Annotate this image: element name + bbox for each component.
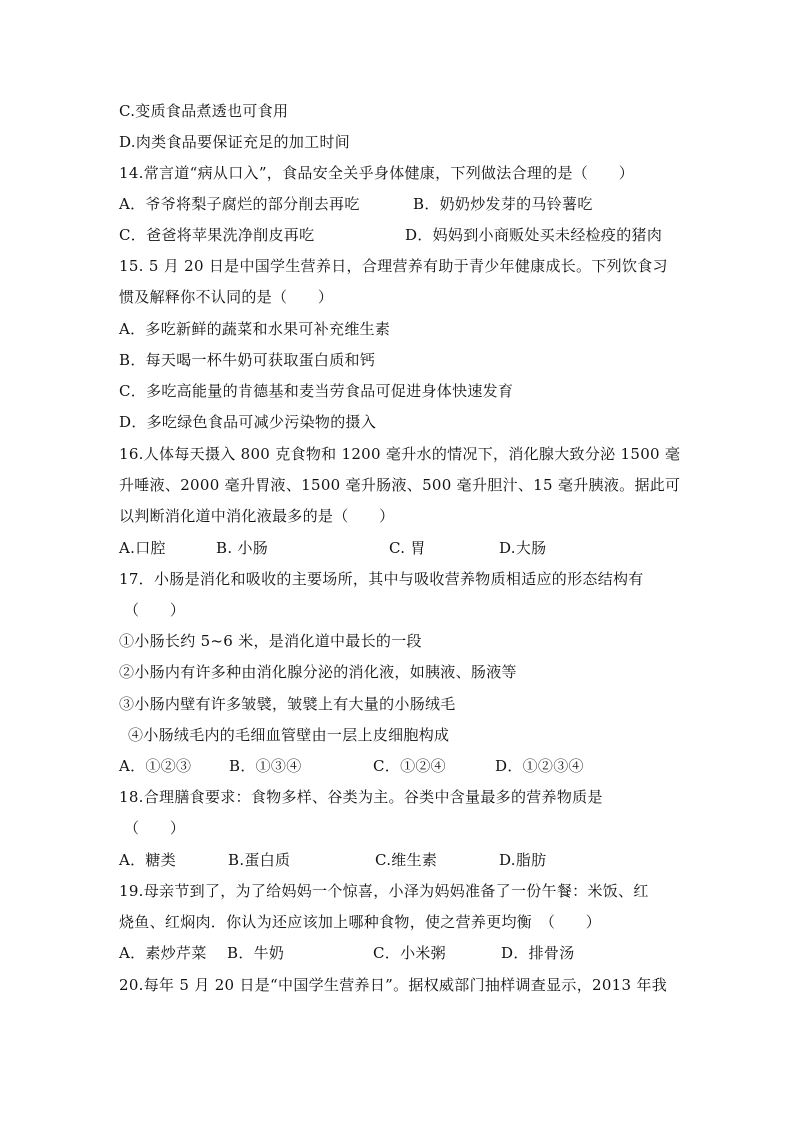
q17-stem-line2: （ ） [124,601,186,619]
q18-stem-line1: 18.合理膳食要求：食物多样、谷类为主。谷类中含量最多的营养物质是 [119,788,603,806]
q16-stem-line2: 升唾液、2000 毫升胃液、1500 毫升肠液、500 毫升胆汁、15 毫升胰液。据此可 [119,476,681,494]
q17-option-d: D．①②③④ [495,757,584,775]
q14-option-a: A．爷爷将梨子腐烂的部分削去再吃 [119,195,360,213]
q18-option-d: D.脂肪 [499,851,547,869]
q14-stem: 14.常言道“病从口入”，食品安全关乎身体健康，下列做法合理的是（ ） [119,164,634,182]
q16-option-b: B. 小肠 [216,539,269,557]
q17-stem-line1: 17．小肠是消化和吸收的主要场所，其中与吸收营养物质相适应的形态结构有 [119,570,644,588]
q18-option-b: B.蛋白质 [228,851,291,869]
q16-option-c: C. 胃 [389,539,426,557]
q13-option-c: C.变质食品煮透也可食用 [119,102,289,120]
q17-statement-1: ①小肠长约 5~6 米，是消化道中最长的一段 [119,632,422,650]
q16-option-d: D.大肠 [499,539,547,557]
q19-stem-line2: 烧鱼、红焖肉．你认为还应该加上哪种食物，使之营养更均衡 （ ） [119,913,602,931]
q18-option-c: C.维生素 [375,851,438,869]
q19-stem-line1: 19.母亲节到了，为了给妈妈一个惊喜，小泽为妈妈准备了一份午餐：米饭、红 [119,882,649,900]
q18-option-a: A．糖类 [119,851,177,869]
q17-statement-2: ②小肠内有许多种由消化腺分泌的消化液，如胰液、肠液等 [119,663,517,681]
q19-option-d: D．排骨汤 [501,944,575,962]
q14-option-d: D．妈妈到小商贩处买未经检疫的猪肉 [405,226,663,244]
q17-statement-4: ④小肠绒毛内的毛细血管壁由一层上皮细胞构成 [128,726,450,744]
q19-option-b: B．牛奶 [227,944,285,962]
q17-option-b: B．①③④ [229,757,302,775]
q19-option-a: A．素炒芹菜 [119,944,207,962]
q17-option-c: C．①②④ [373,757,446,775]
q17-statement-3: ③小肠内壁有许多皱襞，皱襞上有大量的小肠绒毛 [119,695,456,713]
q16-stem-line3: 以判断消化道中消化液最多的是（ ） [119,507,395,525]
q17-option-a: A．①②③ [119,757,192,775]
q16-option-a: A.口腔 [119,539,166,557]
q15-stem-line1: 15. 5 月 20 日是中国学生营养日，合理营养有助于青少年健康成长。下列饮食习 [119,257,668,275]
q15-option-d: D．多吃绿色食品可减少污染物的摄入 [119,413,377,431]
q15-option-a: A．多吃新鲜的蔬菜和水果可补充维生素 [119,320,391,338]
q16-stem-line1: 16.人体每天摄入 800 克食物和 1200 毫升水的情况下，消化腺大致分泌 1500 毫 [119,445,681,463]
q15-option-b: B．每天喝一杯牛奶可获取蛋白质和钙 [119,351,376,369]
q18-stem-line2: （ ） [124,819,186,837]
q14-option-b: B．奶奶炒发芽的马铃薯吃 [413,195,593,213]
q13-option-d: D.肉类食品要保证充足的加工时间 [119,133,351,151]
q20-stem-line1: 20.每年 5 月 20 日是“中国学生营养日”。据权威部门抽样调查显示，2013 年我 [119,976,668,994]
q19-option-c: C．小米粥 [373,944,446,962]
q15-stem-line2: 惯及解释你不认同的是（ ） [119,288,334,306]
q15-option-c: C．多吃高能量的肯德基和麦当劳食品可促进身体快速发育 [119,382,514,400]
q14-option-c: C．爸爸将苹果洗净削皮再吃 [119,226,315,244]
